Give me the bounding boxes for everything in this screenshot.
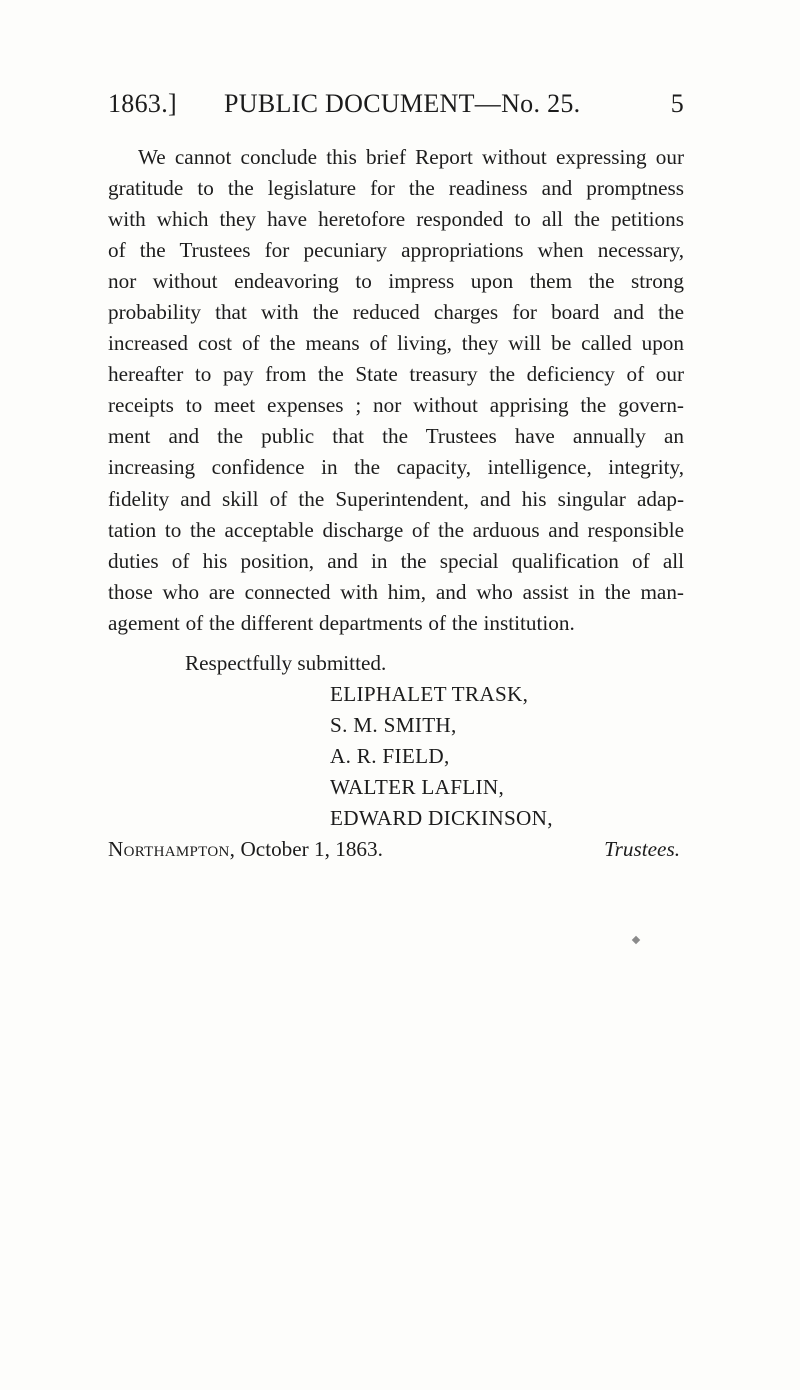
paragraph-line: of the Trustees for pecuniary appropriations when necessary, <box>108 238 684 263</box>
page-number: 5 <box>670 89 684 118</box>
paragraph-line: tation to the acceptable discharge of the arduous and responsible <box>108 517 684 542</box>
dateline-place: Northampton, <box>108 837 236 861</box>
signature-block <box>330 679 684 865</box>
report-paragraph <box>108 142 684 639</box>
paragraph-line: agement of the different departments of the institution. <box>108 610 575 635</box>
header-year: 1863.] <box>108 89 177 118</box>
paragraph-line: We cannot conclude this brief Report without expressing our <box>138 145 684 169</box>
dateline-date: October 1, 1863. <box>240 837 383 861</box>
paragraph-line: increased cost of the means of living, they will be called upon <box>108 331 684 356</box>
paragraph-line: increasing confidence in the capacity, intelligence, integrity, <box>108 455 684 480</box>
paragraph-line: hereafter to pay from the State treasury the deficiency of our <box>108 362 684 387</box>
signatory-name: S. M. SMITH, <box>330 713 457 737</box>
paragraph-line: fidelity and skill of the Superintendent, and his singular adap- <box>108 486 684 511</box>
paragraph-line: nor without endeavoring to impress upon them the strong <box>108 269 684 294</box>
paragraph-line: receipts to meet expenses ; nor without apprising the govern- <box>108 393 684 418</box>
signatory-title: Trustees. <box>604 837 680 861</box>
signatory-name: EDWARD DICKINSON, <box>330 806 553 830</box>
signatory-name: A. R. FIELD, <box>330 744 450 768</box>
paragraph-line: with which they have heretofore responded to all the petitions <box>108 207 684 232</box>
closing-salutation: Respectfully submitted. <box>185 651 387 675</box>
ink-speck-mark <box>632 936 640 944</box>
header-title: PUBLIC DOCUMENT—No. 25. <box>224 89 581 118</box>
paragraph-line: those who are connected with him, and who assist in the man- <box>108 579 684 604</box>
signatory-name: ELIPHALET TRASK, <box>330 682 529 706</box>
signatory-name: WALTER LAFLIN, <box>330 775 505 799</box>
running-header <box>108 86 684 122</box>
paragraph-line: ment and the public that the Trustees have annually an <box>108 424 684 449</box>
paragraph-line: probability that with the reduced charges for board and the <box>108 300 684 325</box>
paragraph-line: duties of his position, and in the special qualification of all <box>108 548 684 573</box>
dateline <box>108 834 383 865</box>
paragraph-line: gratitude to the legislature for the readiness and promptness <box>108 176 684 201</box>
